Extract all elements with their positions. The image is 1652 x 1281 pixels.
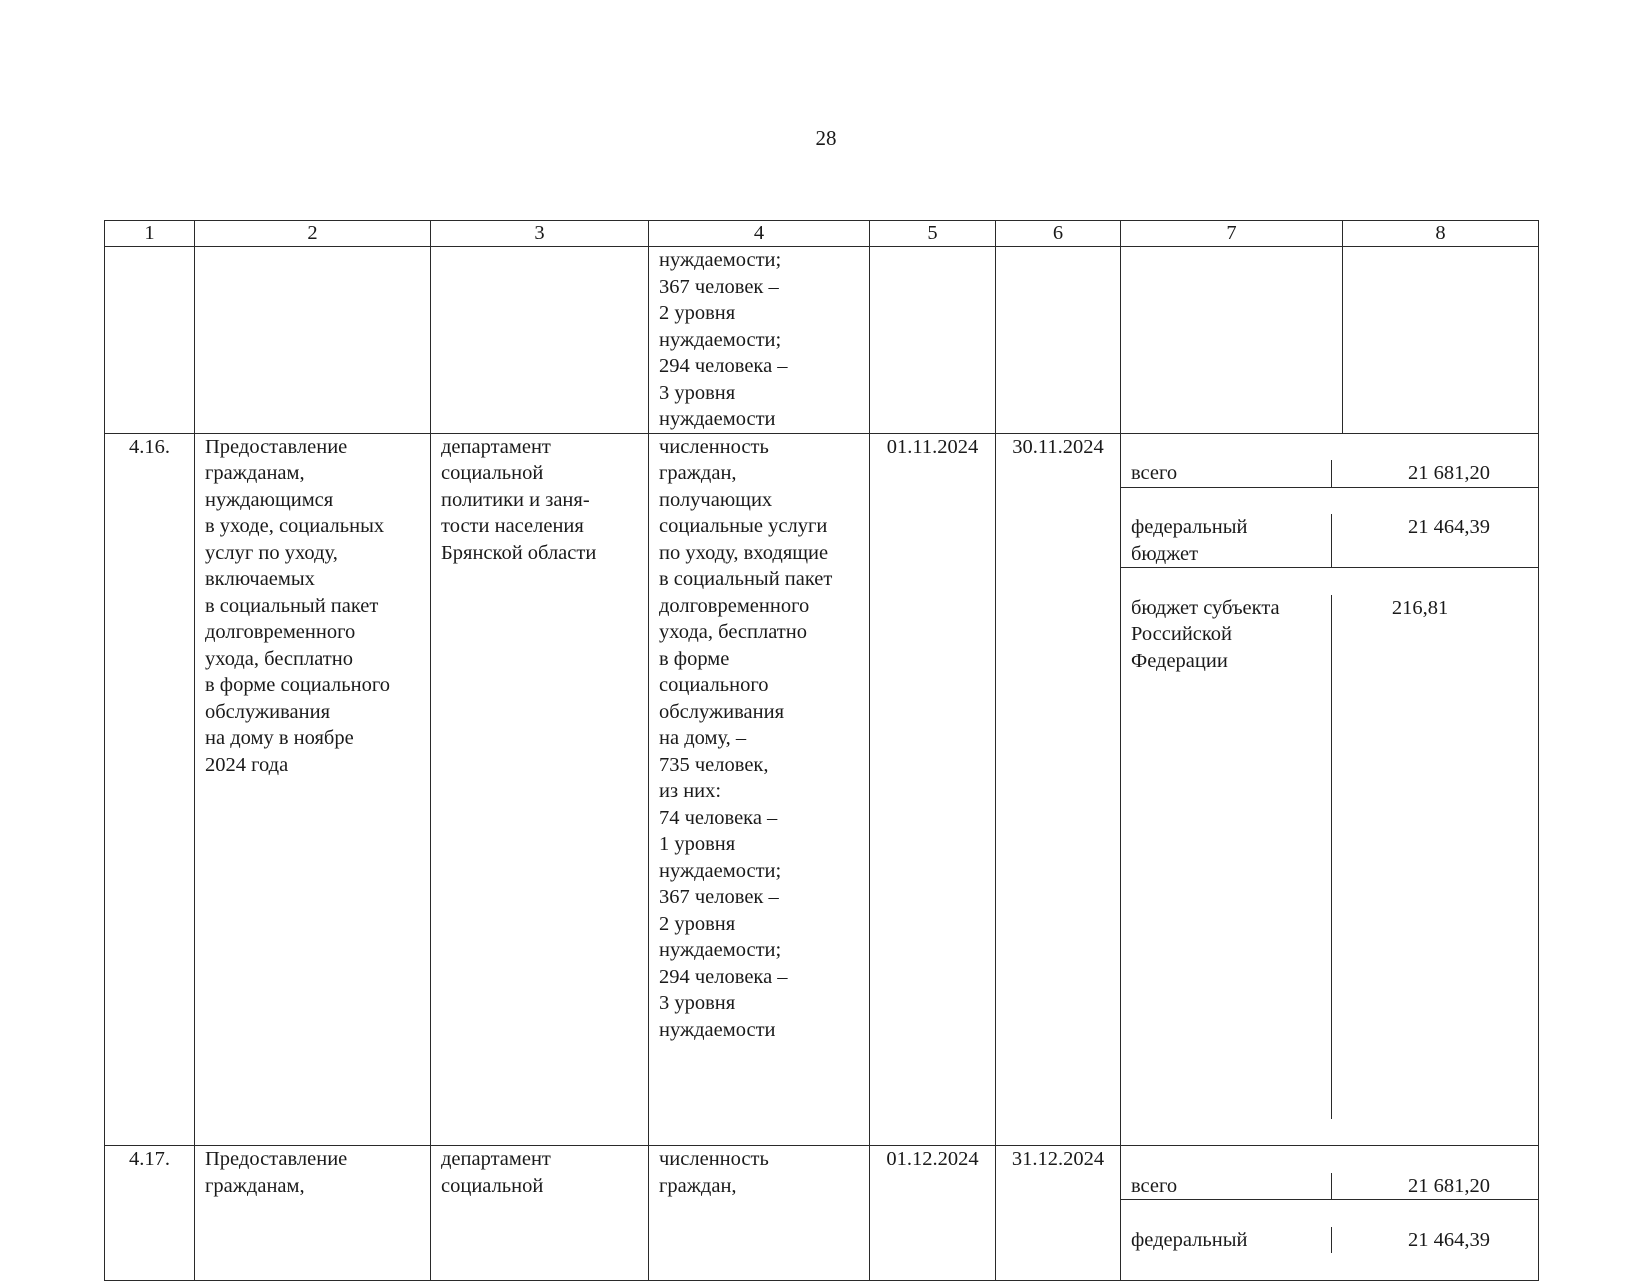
column-header: 7 bbox=[1121, 221, 1343, 247]
funding-source: всего bbox=[1121, 1173, 1332, 1200]
column-header: 2 bbox=[195, 221, 431, 247]
funding-source: федеральный бюджет bbox=[1121, 514, 1332, 567]
column-header: 6 bbox=[996, 221, 1121, 247]
funding-amount-cell bbox=[1343, 247, 1539, 434]
row-number: 4.16. bbox=[105, 433, 195, 1146]
table-row-continuation bbox=[105, 247, 1539, 434]
funding-source: федеральный bbox=[1121, 1227, 1332, 1254]
funding-cell bbox=[1121, 433, 1539, 1146]
column-header: 1 bbox=[105, 221, 195, 247]
funding-line bbox=[1121, 1173, 1538, 1201]
funding-source: бюджет субъекта Российской Федерации bbox=[1121, 595, 1332, 1119]
table-row bbox=[105, 1146, 1539, 1281]
indicator-cell: нуждаемости; 367 человек – 2 уровня нуждаемости; 294 человека – 3 уровня нуждаемости bbox=[649, 247, 870, 434]
funding-line bbox=[1121, 595, 1538, 1119]
column-numbers-row bbox=[105, 221, 1539, 247]
funding-line bbox=[1121, 514, 1538, 568]
end-date-cell: 31.12.2024 bbox=[996, 1146, 1121, 1281]
funding-amount: 216,81 bbox=[1391, 596, 1449, 619]
start-date-cell: 01.12.2024 bbox=[870, 1146, 996, 1281]
event-cell bbox=[195, 247, 431, 434]
funding-source-cell bbox=[1121, 247, 1343, 434]
activities-table bbox=[104, 220, 1539, 1281]
row-number: 4.17. bbox=[105, 1146, 195, 1281]
column-header: 5 bbox=[870, 221, 996, 247]
funding-amount: 21 464,39 bbox=[1408, 516, 1490, 538]
funding-amount: 21 681,20 bbox=[1408, 462, 1490, 484]
funding-cell bbox=[1121, 1146, 1539, 1281]
column-header: 3 bbox=[431, 221, 649, 247]
executor-cell: департамент социальной bbox=[431, 1146, 649, 1281]
number-cell bbox=[105, 247, 195, 434]
executor-cell bbox=[431, 247, 649, 434]
column-header: 4 bbox=[649, 221, 870, 247]
page-number: 28 bbox=[815, 126, 837, 150]
start-date-cell bbox=[870, 247, 996, 434]
event-cell: Предоставление гражданам, нуждающимся в уходе, социальных услуг по уходу, включаемых в социальный пакет долговременного ухода, бесплатно в форме социального обслуживания на дому в ноябре 2024 года bbox=[195, 433, 431, 1146]
funding-line bbox=[1121, 1227, 1538, 1254]
funding-amount: 21 464,39 bbox=[1408, 1228, 1490, 1251]
end-date-cell bbox=[996, 247, 1121, 434]
indicator-cell: численность граждан, bbox=[649, 1146, 870, 1281]
start-date-cell: 01.11.2024 bbox=[870, 433, 996, 1146]
funding-amount: 21 681,20 bbox=[1408, 1174, 1490, 1197]
event-cell: Предоставление гражданам, bbox=[195, 1146, 431, 1281]
executor-cell: департамент социальной политики и заня- тости населения Брянской области bbox=[431, 433, 649, 1146]
indicator-cell: численность граждан, получающих социальные услуги по уходу, входящие в социальный пакет долговременного ухода, бесплатно в форме социального обслуживания на дому, – 735 человек, из них: 74 человека – 1 уровня нуждаемости; 367 человек – 2 уровня нуждаемости; 294 человека – 3 уровня нуждаемости bbox=[649, 433, 870, 1146]
funding-source: всего bbox=[1121, 460, 1332, 487]
funding-line bbox=[1121, 460, 1538, 488]
table-row bbox=[105, 433, 1539, 1146]
column-header: 8 bbox=[1343, 221, 1539, 247]
end-date-cell: 30.11.2024 bbox=[996, 433, 1121, 1146]
